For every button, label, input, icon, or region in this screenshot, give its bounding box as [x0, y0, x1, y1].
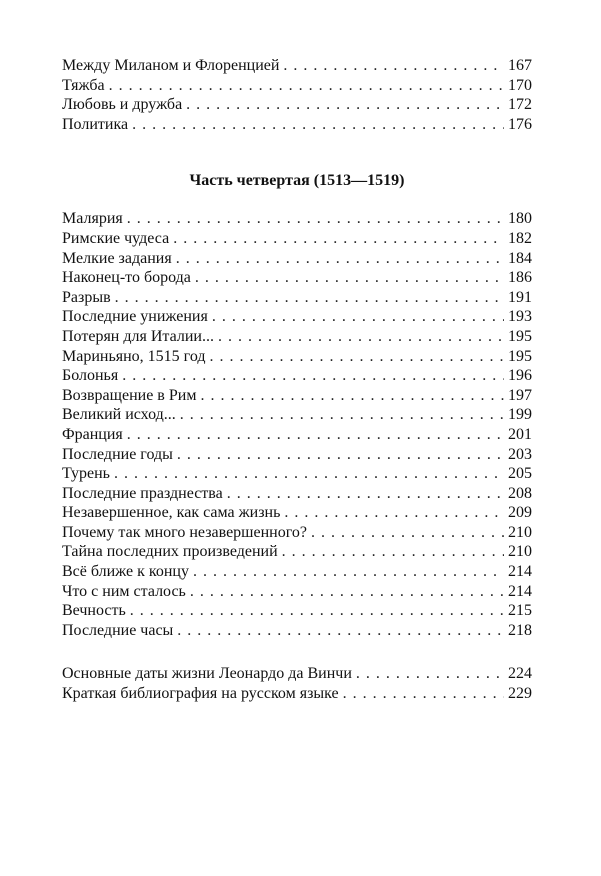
- toc-entry-page-number: 184: [508, 249, 532, 267]
- dot-leader: [114, 464, 504, 484]
- dot-leader: [227, 484, 504, 504]
- toc-entry-title: Тяжба: [62, 76, 105, 94]
- toc-entry-page-number: 191: [508, 288, 532, 306]
- toc-entry-title: Разрыв: [62, 288, 111, 306]
- toc-entry: [62, 405, 532, 425]
- toc-entry-title: Незавершенное, как сама жизнь: [62, 504, 281, 522]
- toc-section-part-four: [62, 209, 532, 640]
- toc-entry: [62, 76, 532, 96]
- dot-leader: [130, 601, 504, 621]
- toc-entry: [62, 464, 532, 484]
- toc-entry: [62, 664, 532, 684]
- dot-leader: [127, 209, 504, 229]
- toc-entry: [62, 542, 532, 562]
- toc-entry: [62, 268, 532, 288]
- toc-entry-page-number: 196: [508, 367, 532, 385]
- toc-entry: [62, 327, 532, 347]
- toc-entry-title: Между Миланом и Флоренцией: [62, 57, 280, 74]
- toc-entry-title: Тайна последних произведений: [62, 543, 278, 561]
- toc-entry: [62, 601, 532, 621]
- dot-leader: [173, 229, 504, 249]
- toc-entry: [62, 249, 532, 269]
- toc-entry-title: Политика: [62, 115, 129, 133]
- dot-leader: [177, 621, 504, 641]
- toc-entry-page-number: 209: [508, 504, 532, 522]
- toc-entry-page-number: 218: [508, 621, 532, 639]
- toc-entry-page-number: 186: [508, 269, 532, 287]
- toc-entry-title: Последние годы: [62, 445, 173, 463]
- toc-entry-page-number: 210: [508, 523, 532, 541]
- table-of-contents: [62, 56, 532, 704]
- toc-entry: [62, 523, 532, 543]
- toc-entry: [62, 386, 532, 406]
- dot-leader: [200, 386, 504, 406]
- toc-entry-title: Малярия: [62, 210, 123, 228]
- toc-entry-page-number: 205: [508, 465, 532, 483]
- dot-leader: [210, 347, 504, 367]
- toc-entry-title: Последние унижения: [62, 308, 208, 326]
- toc-entry: [62, 445, 532, 465]
- toc-entry: [62, 288, 532, 308]
- toc-entry-title: Всё ближе к концу: [62, 563, 189, 581]
- dot-leader: [115, 288, 504, 308]
- dot-leader: [311, 523, 504, 543]
- toc-section-appendix: [62, 664, 532, 703]
- toc-entry-page-number: 193: [508, 308, 532, 326]
- dot-leader: [109, 76, 504, 96]
- toc-entry-page-number: 229: [508, 685, 532, 703]
- toc-entry-page-number: 203: [508, 445, 532, 463]
- dot-leader: [218, 327, 504, 347]
- toc-entry-title: Болонья: [62, 367, 119, 385]
- dot-leader: [127, 425, 504, 445]
- toc-entry: [62, 347, 532, 367]
- toc-entry: [62, 307, 532, 327]
- dot-leader: [132, 115, 504, 135]
- dot-leader: [195, 268, 504, 288]
- toc-entry-title: Римские чудеса: [62, 229, 170, 247]
- toc-entry-title: Последние часы: [62, 621, 174, 639]
- toc-entry-page-number: 201: [508, 425, 532, 443]
- dot-leader: [193, 562, 504, 582]
- toc-entry-title: Мелкие задания: [62, 249, 172, 267]
- toc-entry: [62, 484, 532, 504]
- dot-leader: [283, 56, 504, 76]
- toc-entry: [62, 209, 532, 229]
- toc-entry-title: Любовь и дружба: [62, 96, 183, 114]
- toc-entry-title: Возвращение в Рим: [62, 386, 197, 404]
- toc-entry-page-number: 214: [508, 563, 532, 581]
- toc-entry-page-number: 215: [508, 602, 532, 620]
- toc-entry-title: Потерян для Италии...: [62, 327, 214, 345]
- toc-entry: [62, 621, 532, 641]
- dot-leader: [343, 684, 504, 704]
- toc-entry-page-number: 176: [508, 115, 532, 133]
- toc-entry-title: Турень: [62, 465, 110, 483]
- toc-entry-title: Краткая библиография на русском языке: [62, 685, 339, 703]
- dot-leader: [212, 307, 504, 327]
- toc-entry: [62, 115, 532, 135]
- toc-entry-title: Почему так много незавершенного?: [62, 523, 307, 541]
- part-four-heading: Часть четвертая (1513—1519): [189, 172, 405, 190]
- toc-entry-page-number: 180: [508, 210, 532, 228]
- dot-leader: [176, 249, 504, 269]
- toc-entry-page-number: 167: [508, 57, 532, 74]
- dot-leader: [190, 582, 504, 602]
- dot-leader: [177, 445, 504, 465]
- toc-entry: [62, 366, 532, 386]
- toc-entry: [62, 229, 532, 249]
- toc-entry-page-number: 195: [508, 347, 532, 365]
- toc-entry-page-number: 195: [508, 327, 532, 345]
- dot-leader: [180, 405, 504, 425]
- toc-entry-title: Великий исход...: [62, 406, 176, 424]
- toc-entry-page-number: 170: [508, 76, 532, 94]
- toc-entry: [62, 684, 532, 704]
- dot-leader: [282, 542, 504, 562]
- toc-entry-page-number: 199: [508, 406, 532, 424]
- toc-entry: [62, 425, 532, 445]
- dot-leader: [186, 95, 504, 115]
- toc-entry-title: Франция: [62, 425, 123, 443]
- toc-entry-title: Последние празднества: [62, 484, 223, 502]
- dot-leader: [122, 366, 504, 386]
- toc-entry-title: Что с ним сталось: [62, 582, 186, 600]
- toc-entry-title: Мариньяно, 1515 год: [62, 347, 206, 365]
- toc-entry-page-number: 208: [508, 484, 532, 502]
- section-spacer: [62, 640, 532, 664]
- toc-entry-page-number: 197: [508, 386, 532, 404]
- toc-entry-title: Основные даты жизни Леонардо да Винчи: [62, 665, 352, 683]
- toc-entry-page-number: 172: [508, 96, 532, 114]
- toc-entry: [62, 95, 532, 115]
- toc-entry-title: Вечность: [62, 602, 126, 620]
- toc-entry: [62, 562, 532, 582]
- toc-entry-page-number: 214: [508, 582, 532, 600]
- toc-entry-page-number: 224: [508, 665, 532, 683]
- toc-entry-page-number: 210: [508, 543, 532, 561]
- toc-entry: [62, 582, 532, 602]
- toc-entry: [62, 503, 532, 523]
- toc-entry-title: Наконец-то борода: [62, 269, 191, 287]
- toc-entry-page-number: 182: [508, 229, 532, 247]
- dot-leader: [284, 503, 504, 523]
- toc-section-part-three: [62, 56, 532, 134]
- dot-leader: [356, 664, 504, 684]
- toc-entry: [62, 56, 532, 76]
